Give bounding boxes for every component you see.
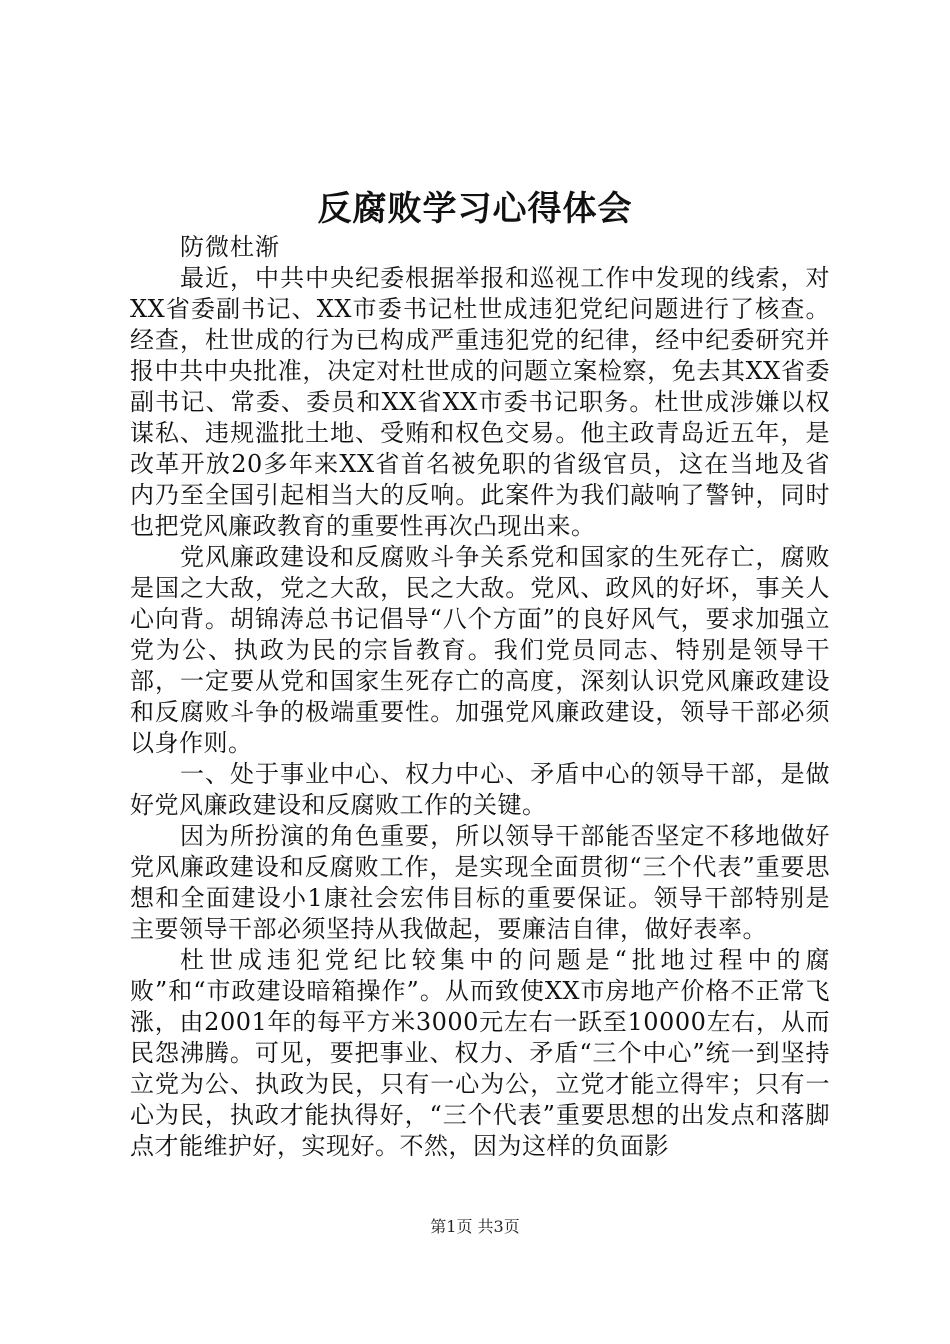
document-body [130,232,830,1162]
page-number-footer: 第1页 共3页 [430,1217,520,1236]
paragraph-5: 杜世成违犯党纪比较集中的问题是“批地过程中的腐败”和“市政建设暗箱操作”。从而致使XX市房地产价格不正常飞涨，由2001年的每平方米3000元左右一跃至10000左右，从而民怨沸腾。可见，要把事业、权力、矛盾“三个中心”统一到坚持立党为公、执政为民，只有一心为公，立党才能立得牢；只有一心为民，执政才能执得好，“三个代表”重要思想的出发点和落脚点才能维护好，实现好。不然，因为这样的负面影 [130,946,830,1160]
paragraph-2: 党风廉政建设和反腐败斗争关系党和国家的生死存亡，腐败是国之大敌，党之大敌，民之大敌。党风、政风的好坏，事关人心向背。胡锦涛总书记倡导“八个方面”的良好风气，要求加强立党为公、执政为民的宗旨教育。我们党员同志、特别是领导干部，一定要从党和国家生死存亡的高度，深刻认识党风廉政建设和反腐败斗争的极端重要性。加强党风廉政建设，领导干部必须以身作则。 [130,543,830,757]
document-subtitle: 防微杜渐 [180,233,280,261]
paragraph-1: 最近，中共中央纪委根据举报和巡视工作中发现的线索，对XX省委副书记、XX市委书记杜世成违犯党纪问题进行了核查。经查，杜世成的行为已构成严重违犯党的纪律，经中纪委研究并报中共中央批准，决定对杜世成的问题立案检察，免去其XX省委副书记、常委、委员和XX省XX市委书记职务。杜世成涉嫌以权谋私、违规滥批土地、受贿和权色交易。他主政青岛近五年，是改革开放20多年来XX省首名被免职的省级官员，这在当地及省内乃至全国引起相当大的反响。此案件为我们敲响了警钟，同时也把党风廉政教育的重要性再次凸现出来。 [130,264,830,540]
paragraph-4: 因为所扮演的角色重要，所以领导干部能否坚定不移地做好党风廉政建设和反腐败工作，是实现全面贯彻“三个代表”重要思想和全面建设小1康社会宏伟目标的重要保证。领导干部特别是主要领导干部必须坚持从我做起，要廉洁自律，做好表率。 [130,822,830,943]
paragraph-3: 一、处于事业中心、权力中心、矛盾中心的领导干部，是做好党风廉政建设和反腐败工作的关键。 [130,760,830,819]
page-title: 反腐败学习心得体会 [317,189,633,229]
